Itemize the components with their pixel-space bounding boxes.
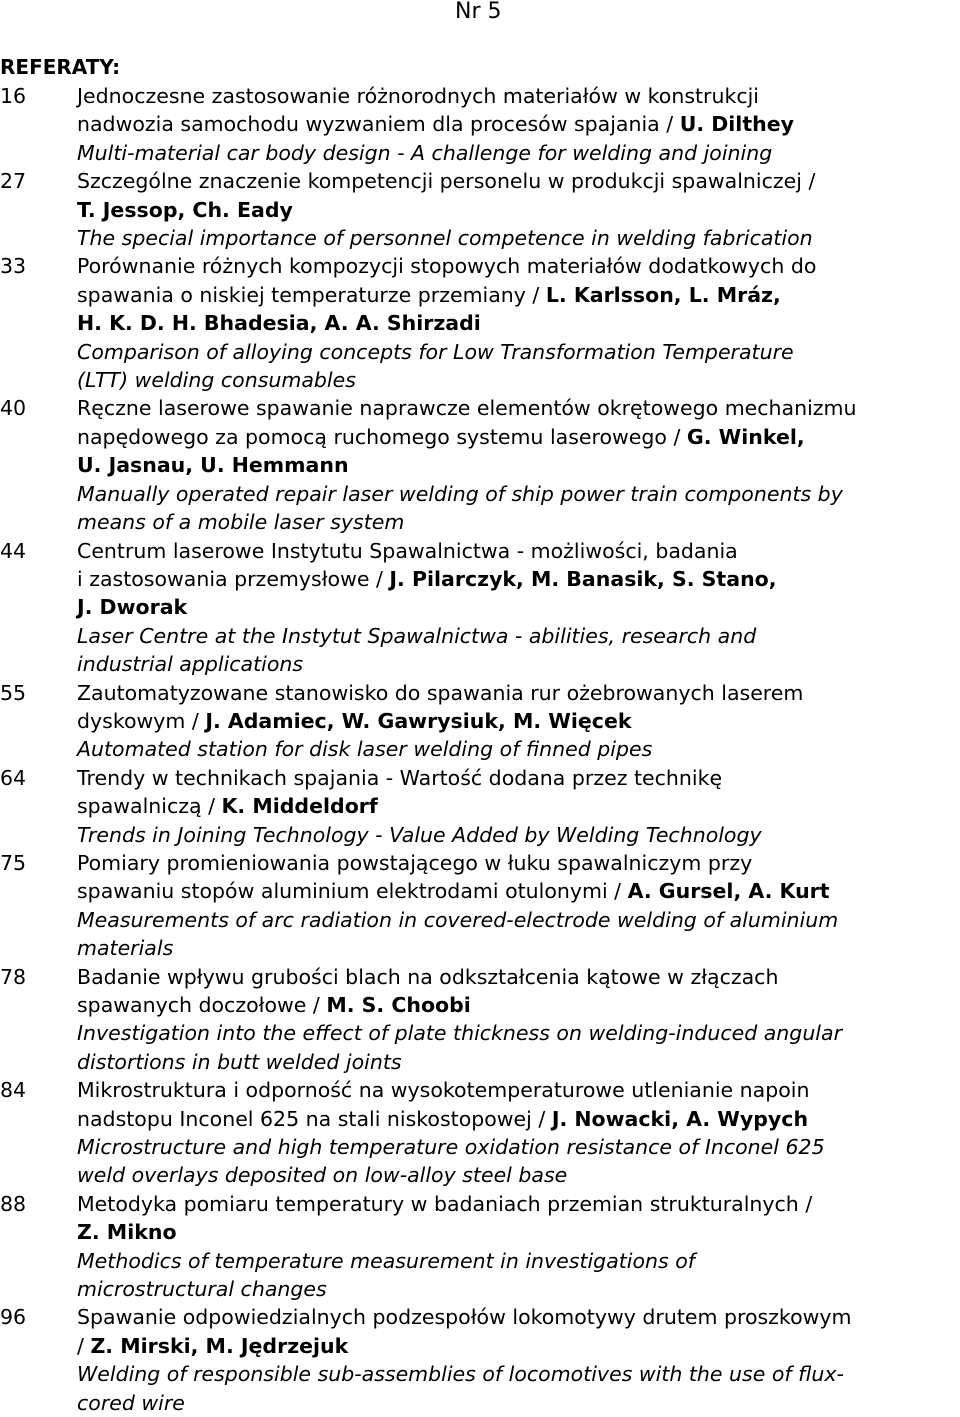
english-title: Manually operated repair laser welding of ship power train components by [77,481,843,506]
page-number: 64 [0,765,27,790]
article-text [77,252,960,394]
page-number: 96 [0,1305,27,1330]
english-title: Microstructure and high temperature oxidation resistance of Inconel 625 [77,1135,825,1160]
polish-title: Szczególne znaczenie kompetencji personelu w produkcji spawalniczej / [77,169,816,194]
article-entry [0,1303,960,1417]
english-title: cored wire [77,1390,185,1415]
article-entry [0,537,960,679]
english-title: microstructural changes [77,1277,327,1302]
polish-title: i zastosowania przemysłowe / [77,566,390,591]
article-text [77,1190,960,1304]
article-line [77,423,960,451]
author-names: L. Karlsson, L. Mráz, [545,282,781,307]
polish-title: Metodyka pomiaru temperatury w badaniach przemian strukturalnych / [77,1191,813,1216]
article-entry [0,764,960,849]
english-title: Automated station for disk laser welding of finned pipes [77,737,653,762]
page-number: 88 [0,1191,27,1216]
article-line [77,1218,960,1246]
article-line [77,1247,960,1275]
article-line [77,849,960,877]
english-title: Laser Centre at the Instytut Spawalnictwa - abilities, research and [77,623,757,648]
polish-title: Trendy w technikach spajania - Wartość dodana przez technikę [77,765,723,790]
polish-title: spawanych doczołowe / [77,993,327,1017]
page-number: 40 [0,396,27,421]
polish-title: spawalniczą / [77,794,222,819]
article-text [77,1303,960,1417]
article-line [77,934,960,962]
author-names: J. Nowacki, A. Wypych [551,1106,809,1131]
article-line [77,821,960,849]
article-line [77,537,960,565]
page-number: 78 [0,964,27,989]
page-number: 44 [0,538,27,563]
article-line [77,622,960,650]
article-line [77,366,960,394]
english-title: Investigation into the effect of plate thickness on welding-induced angular [77,1021,842,1046]
article-line [77,82,960,110]
author-names: M. S. Choobi [326,993,471,1017]
english-title: weld overlays deposited on low-alloy steel base [77,1163,568,1188]
section-title: REFERATY: [0,55,121,79]
article-text [77,394,960,536]
polish-title: Porównanie różnych kompozycji stopowych materiałów dodatkowych do [77,254,817,279]
article-entry [0,252,960,394]
article-line [77,593,960,621]
author-names: T. Jessop, Ch. Eady [77,197,293,222]
page-number: 75 [0,850,27,875]
article-text [77,764,960,849]
article-entry [0,1190,960,1304]
article-entry [0,679,960,764]
english-title: Trends in Joining Technology - Value Added by Welding Technology [77,822,762,847]
english-title: Comparison of alloying concepts for Low Transformation Temperature [77,339,794,364]
article-entry [0,963,960,1077]
english-title: means of a mobile laser system [77,510,405,535]
english-title: Measurements of arc radiation in covered-electrode welding of aluminium [77,907,839,932]
author-names: J. Dworak [77,595,188,620]
article-line [77,650,960,678]
article-line [77,451,960,479]
page-number: 16 [0,84,27,108]
author-names: Z. Mikno [77,1220,177,1245]
article-text [77,537,960,679]
article-entry [0,1076,960,1190]
article-line [77,792,960,820]
article-line [77,1190,960,1218]
polish-title: Pomiary promieniowania powstającego w łuku spawalniczym przy [77,850,753,875]
article-line [77,508,960,536]
polish-title: Badanie wpływu grubości blach na odkształcenia kątowe w złączach [77,964,779,989]
author-names: Z. Mirski, M. Jędrzejuk [90,1333,349,1358]
article-line [77,1303,960,1331]
article-line [77,707,960,735]
article-line [77,1076,960,1104]
author-names: U. Jasnau, U. Hemmann [77,453,349,478]
polish-title: Spawanie odpowiedzialnych podzespołów lokomotywy drutem proszkowym [77,1305,852,1330]
article-text [77,963,960,1077]
english-title: The special importance of personnel competence in welding fabrication [77,226,813,251]
polish-title: Ręczne laserowe spawanie naprawcze elementów okrętowego mechanizmu [77,396,857,421]
polish-title: Zautomatyzowane stanowisko do spawania rur ożebrowanych laserem [77,680,804,705]
polish-title: nadwozia samochodu wyzwaniem dla procesów spajania / [77,112,680,137]
article-line [77,877,960,905]
polish-title: dyskowym / [77,708,206,733]
article-line [77,764,960,792]
article-line [77,252,960,280]
author-names: J. Pilarczyk, M. Banasik, S. Stano, [389,566,777,591]
english-title: (LTT) welding consumables [77,368,356,393]
english-title: Welding of responsible sub-assemblies of locomotives with the use of flux- [77,1362,844,1387]
polish-title: nadstopu Inconel 625 na stali niskostopowej / [77,1106,552,1131]
article-text [77,82,960,167]
article-entry [0,82,960,167]
author-names: A. Gursel, A. Kurt [627,879,830,904]
article-line [77,679,960,707]
article-line [77,1048,960,1076]
article-entry [0,167,960,252]
article-line [77,139,960,167]
article-line [77,991,960,1019]
page-number: 33 [0,254,27,279]
article-line [77,394,960,422]
article-line [77,1161,960,1189]
polish-title: spawania o niskiej temperaturze przemiany / [77,282,546,307]
polish-title: / [77,1333,91,1358]
article-line [77,1275,960,1303]
article-line [77,1133,960,1161]
article-entry [0,394,960,536]
polish-title: Jednoczesne zastosowanie różnorodnych materiałów w konstrukcji [77,84,760,108]
article-line [77,906,960,934]
article-line [77,196,960,224]
polish-title: Centrum laserowe Instytutu Spawalnictwa - możliwości, badania [77,538,738,563]
article-line [77,1019,960,1047]
polish-title: Mikrostruktura i odporność na wysokotemperaturowe utlenianie napoin [77,1078,810,1103]
article-text [77,1076,960,1190]
article-entry [0,849,960,963]
article-line [77,338,960,366]
article-line [77,224,960,252]
author-names: H. K. D. H. Bhadesia, A. A. Shirzadi [77,311,481,336]
article-list [0,82,960,1417]
article-line [77,1360,960,1388]
article-line [77,565,960,593]
article-line [77,963,960,991]
article-line [77,480,960,508]
page-number: 27 [0,169,27,194]
page-number: 55 [0,680,27,705]
author-names: J. Adamiec, W. Gawrysiuk, M. Więcek [205,708,632,733]
page-number: 84 [0,1078,27,1103]
polish-title: napędowego za pomocą ruchomego systemu laserowego / [77,424,687,449]
article-text [77,679,960,764]
article-text [77,849,960,963]
english-title: industrial applications [77,652,304,677]
author-names: K. Middeldorf [221,794,378,819]
article-line [77,167,960,195]
article-line [77,110,960,138]
article-line [77,281,960,309]
issue-number: Nr 5 [455,0,502,24]
english-title: Methodics of temperature measurement in investigations of [77,1248,695,1273]
article-line [77,1332,960,1360]
english-title: materials [77,936,174,961]
article-line [77,1105,960,1133]
author-names: U. Dilthey [679,112,794,137]
author-names: G. Winkel, [686,424,805,449]
polish-title: spawaniu stopów aluminium elektrodami otulonymi / [77,879,628,904]
article-text [77,167,960,252]
english-title: distortions in butt welded joints [77,1049,402,1074]
english-title: Multi-material car body design - A challenge for welding and joining [77,140,773,165]
article-line [77,309,960,337]
article-line [77,735,960,763]
